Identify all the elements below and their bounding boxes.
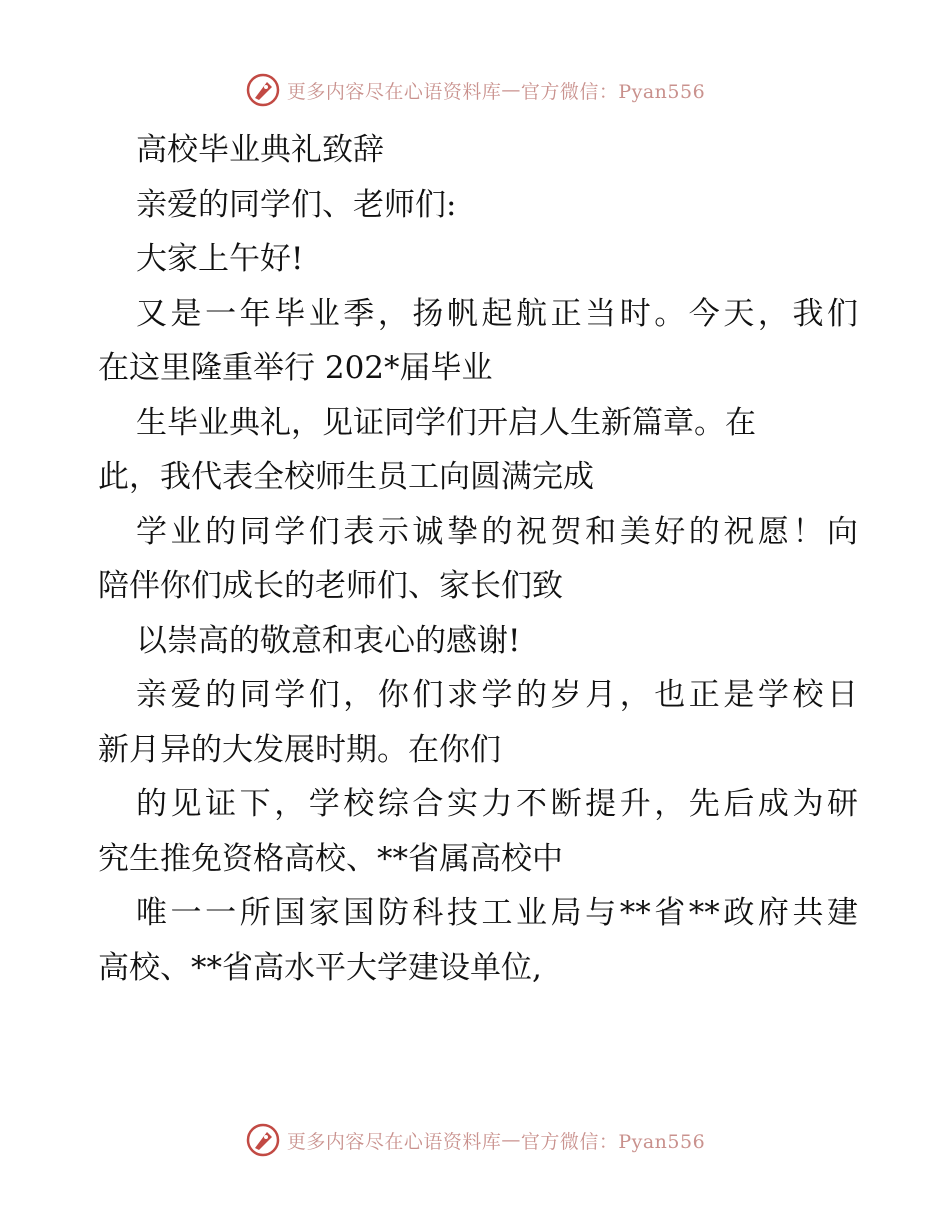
paragraph-line: 的见证下，学校综合实力不断提升，先后成为研 bbox=[136, 786, 858, 822]
paragraph-line: 陪伴你们成长的老师们、家长们致 bbox=[98, 568, 563, 604]
watermark-site-text: 更多内容尽在心语资料库 bbox=[286, 1130, 502, 1153]
paragraph-line: 以崇高的敬意和衷心的感谢! bbox=[136, 622, 521, 659]
greeting: 大家上午好! bbox=[136, 241, 304, 277]
paragraph-line: 在这里隆重举行 202*届毕业 bbox=[98, 350, 493, 386]
paragraph-line: 学业的同学们表示诚挚的祝贺和美好的祝愿！向 bbox=[136, 513, 858, 550]
paragraph-line: 高校、**省高水平大学建设单位, bbox=[98, 949, 542, 986]
paragraph-line: 生毕业典礼，见证同学们开启人生新篇章。在 bbox=[136, 404, 756, 441]
header-watermark bbox=[0, 70, 950, 110]
paragraph-line: 亲爱的同学们，你们求学的岁月，也正是学校日 bbox=[136, 677, 858, 713]
salutation: 亲爱的同学们、老师们: bbox=[136, 186, 457, 223]
footer-watermark bbox=[0, 1120, 950, 1160]
watermark-site-text: 更多内容尽在心语资料库 bbox=[286, 80, 502, 103]
watermark-wechat-text: 官方微信：Pyan556 bbox=[520, 80, 706, 103]
pen-nib-logo-icon bbox=[245, 72, 281, 108]
speech-body bbox=[98, 123, 858, 995]
paragraph-line: 唯一一所国家国防科技工业局与**省**政府共建 bbox=[136, 895, 858, 931]
paragraph-line: 又是一年毕业季，扬帆起航正当时。今天，我们 bbox=[136, 295, 858, 332]
document-title: 高校毕业典礼致辞 bbox=[136, 132, 384, 168]
paragraph-line: 新月异的大发展时期。在你们 bbox=[98, 731, 501, 768]
pen-nib-logo-icon bbox=[245, 1122, 281, 1158]
watermark-separator: — bbox=[501, 79, 521, 101]
paragraph-line: 此，我代表全校师生员工向圆满完成 bbox=[98, 459, 594, 495]
watermark-separator: — bbox=[501, 1129, 521, 1151]
watermark-wechat-text: 官方微信：Pyan556 bbox=[520, 1130, 706, 1153]
paragraph-line: 究生推免资格高校、**省属高校中 bbox=[98, 840, 563, 877]
